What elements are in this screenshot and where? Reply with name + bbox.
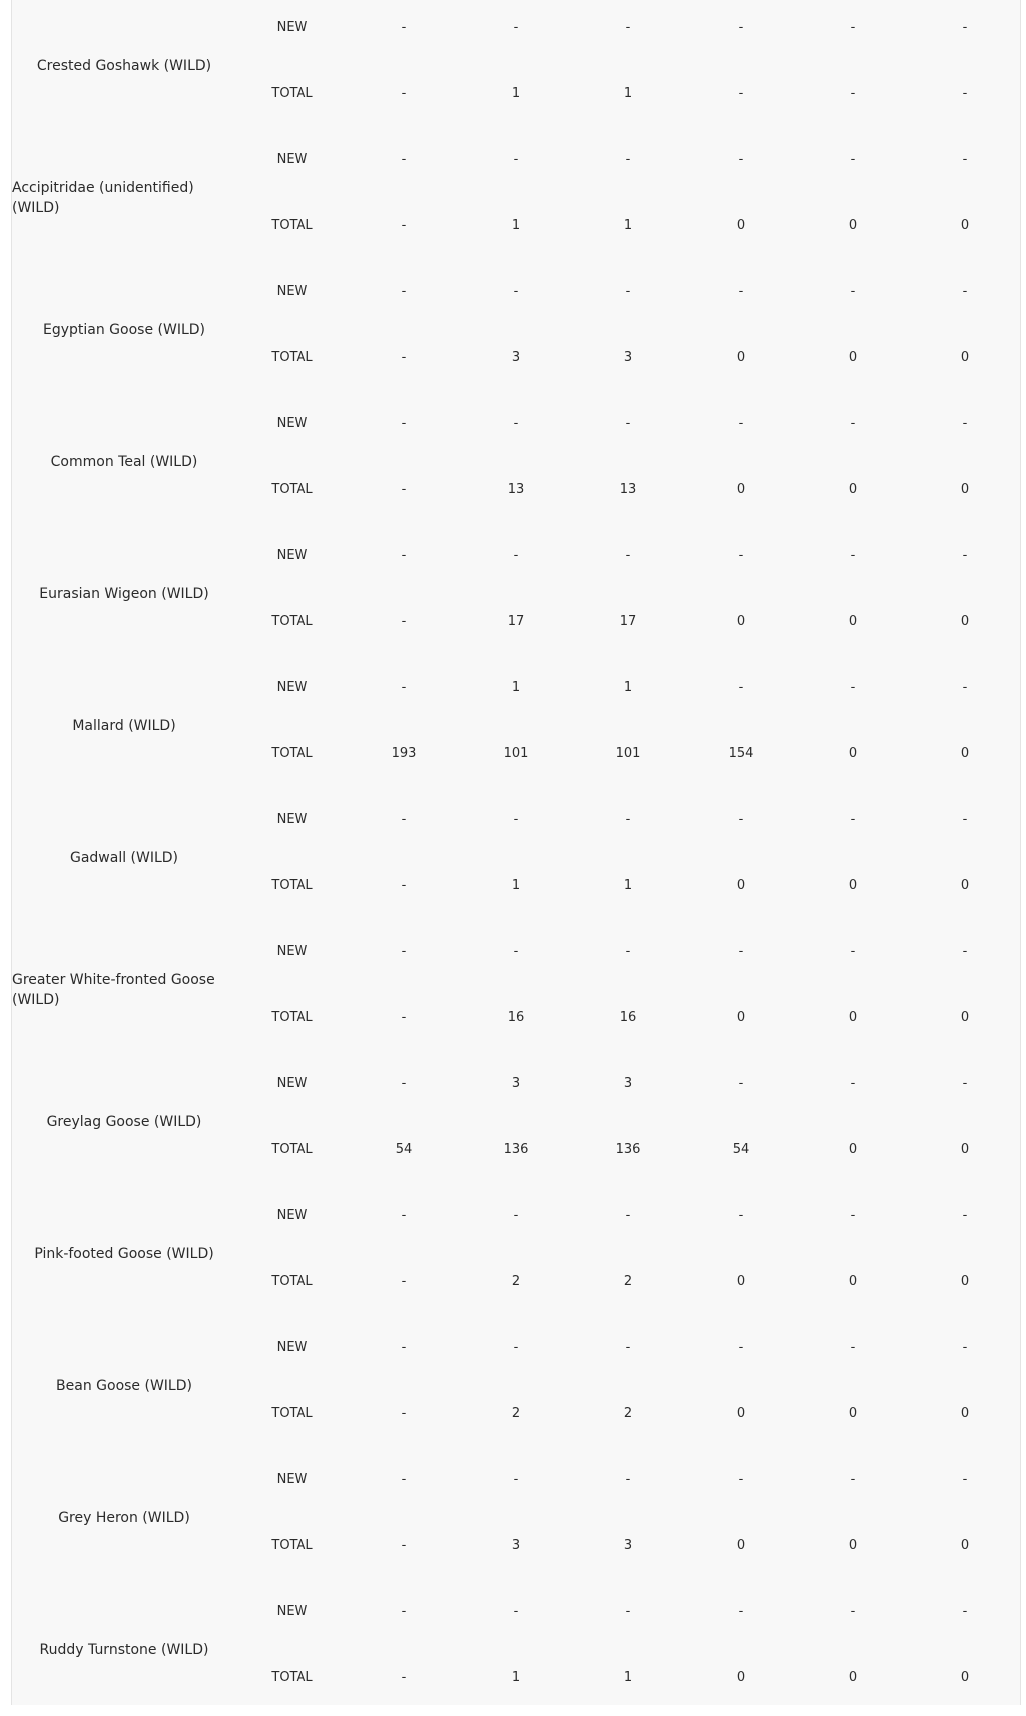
table-cell: 0	[736, 1670, 746, 1685]
table-cell: -	[401, 812, 407, 827]
table-cell: -	[513, 1472, 519, 1487]
table-cell: -	[401, 548, 407, 563]
species-block	[12, 1056, 1022, 1188]
row-label-total: TOTAL	[271, 86, 313, 101]
table-cell: -	[738, 1604, 744, 1619]
table-cell: -	[401, 614, 407, 629]
table-cell: -	[625, 812, 631, 827]
table-cell: -	[513, 1340, 519, 1355]
table-row-total	[12, 480, 1022, 500]
table-cell: -	[962, 548, 968, 563]
table-cell: -	[401, 1340, 407, 1355]
table-cell: -	[738, 680, 744, 695]
table-cell: 16	[619, 1010, 637, 1025]
table-cell: 13	[507, 482, 525, 497]
row-label-new: NEW	[276, 1604, 308, 1619]
table-row-total	[12, 876, 1022, 896]
table-cell: -	[401, 1208, 407, 1223]
table-cell: -	[738, 152, 744, 167]
table-cell: 1	[511, 86, 521, 101]
table-cell: 54	[732, 1142, 750, 1157]
table-cell: 0	[848, 482, 858, 497]
table-row-new	[12, 942, 1022, 962]
table-cell: 1	[511, 878, 521, 893]
table-cell: -	[738, 284, 744, 299]
table-cell: -	[401, 878, 407, 893]
table-cell: -	[738, 812, 744, 827]
table-cell: 0	[960, 482, 970, 497]
table-cell: -	[625, 1208, 631, 1223]
table-cell: -	[401, 1670, 407, 1685]
species-block	[12, 1452, 1022, 1584]
table-cell: -	[401, 680, 407, 695]
table-cell: 0	[960, 1538, 970, 1553]
row-label-total: TOTAL	[271, 1538, 313, 1553]
table-cell: -	[625, 20, 631, 35]
table-cell: 0	[960, 218, 970, 233]
species-name: Bean Goose (WILD)	[56, 1378, 192, 1394]
table-cell: -	[962, 284, 968, 299]
species-name: Gadwall (WILD)	[69, 850, 179, 866]
row-label-total: TOTAL	[271, 218, 313, 233]
table-row-total	[12, 1272, 1022, 1292]
table-cell: -	[962, 1472, 968, 1487]
table-row-total	[12, 1668, 1022, 1688]
table-cell: -	[513, 20, 519, 35]
table-row-new	[12, 1602, 1022, 1622]
table-cell: -	[401, 1010, 407, 1025]
table-cell: 0	[960, 746, 970, 761]
table-row-new	[12, 1074, 1022, 1094]
table-cell: -	[850, 812, 856, 827]
table-cell: -	[513, 812, 519, 827]
table-row-total	[12, 348, 1022, 368]
table-cell: 1	[623, 218, 633, 233]
table-cell: 1	[511, 218, 521, 233]
table-cell: -	[962, 812, 968, 827]
species-block	[12, 1320, 1022, 1452]
table-row-total	[12, 84, 1022, 104]
table-cell: 0	[736, 1538, 746, 1553]
table-cell: -	[738, 1076, 744, 1091]
table-cell: 0	[848, 1538, 858, 1553]
table-cell: 0	[848, 1670, 858, 1685]
table-cell: -	[401, 20, 407, 35]
row-label-new: NEW	[276, 1208, 308, 1223]
table-cell: -	[625, 1340, 631, 1355]
table-cell: 16	[507, 1010, 525, 1025]
table-cell: -	[850, 680, 856, 695]
table-cell: 1	[511, 680, 521, 695]
table-cell: -	[850, 284, 856, 299]
table-cell: -	[850, 1604, 856, 1619]
table-cell: -	[962, 152, 968, 167]
table-cell: -	[401, 152, 407, 167]
table-cell: 0	[848, 350, 858, 365]
table-cell: -	[738, 944, 744, 959]
table-cell: -	[401, 86, 407, 101]
species-name: Crested Goshawk (WILD)	[36, 58, 212, 74]
row-label-new: NEW	[276, 548, 308, 563]
species-block	[12, 1584, 1022, 1716]
table-row-total	[12, 1536, 1022, 1556]
row-label-total: TOTAL	[271, 1142, 313, 1157]
table-cell: -	[401, 1076, 407, 1091]
table-cell: 0	[736, 482, 746, 497]
table-cell: 3	[511, 1076, 521, 1091]
table-cell: 0	[736, 1010, 746, 1025]
species-name: Pink-footed Goose (WILD)	[34, 1246, 214, 1262]
table-cell: -	[401, 284, 407, 299]
species-block	[12, 528, 1022, 660]
row-label-new: NEW	[276, 152, 308, 167]
row-label-new: NEW	[276, 20, 308, 35]
table-cell: 0	[736, 878, 746, 893]
table-row-new	[12, 1470, 1022, 1490]
row-label-total: TOTAL	[271, 1406, 313, 1421]
table-row-new	[12, 678, 1022, 698]
table-row-new	[12, 546, 1022, 566]
table-cell: 1	[623, 1670, 633, 1685]
table-cell: 3	[623, 1538, 633, 1553]
row-label-total: TOTAL	[271, 1670, 313, 1685]
species-name: Greater White-fronted Goose (WILD)	[12, 972, 215, 1008]
table-cell: -	[962, 1340, 968, 1355]
species-block	[12, 132, 1022, 264]
species-block	[12, 0, 1022, 132]
table-cell: 2	[511, 1406, 521, 1421]
table-cell: 0	[848, 878, 858, 893]
table-cell: 0	[848, 1142, 858, 1157]
table-cell: -	[401, 1472, 407, 1487]
table-cell: 0	[960, 1010, 970, 1025]
row-label-new: NEW	[276, 1076, 308, 1091]
species-name: Ruddy Turnstone (WILD)	[39, 1642, 209, 1658]
table-cell: 136	[503, 1142, 529, 1157]
table-row-total	[12, 1008, 1022, 1028]
table-cell: 154	[728, 746, 754, 761]
table-cell: -	[850, 548, 856, 563]
table-cell: 0	[736, 350, 746, 365]
table-cell: 1	[623, 680, 633, 695]
row-label-new: NEW	[276, 416, 308, 431]
table-cell: -	[625, 416, 631, 431]
row-label-new: NEW	[276, 680, 308, 695]
table-row-new	[12, 1206, 1022, 1226]
table-row-total	[12, 744, 1022, 764]
table-cell: -	[625, 944, 631, 959]
table-cell: -	[962, 1076, 968, 1091]
table-cell: -	[401, 416, 407, 431]
table-cell: 0	[960, 878, 970, 893]
table-cell: -	[738, 1208, 744, 1223]
table-cell: -	[850, 152, 856, 167]
table-cell: -	[513, 284, 519, 299]
table-cell: -	[962, 1208, 968, 1223]
table-cell: 136	[615, 1142, 641, 1157]
table-cell: 2	[623, 1406, 633, 1421]
table-cell: 0	[960, 350, 970, 365]
species-block	[12, 396, 1022, 528]
table-cell: 3	[511, 350, 521, 365]
table-cell: -	[850, 86, 856, 101]
table-cell: -	[850, 20, 856, 35]
table-cell: -	[513, 548, 519, 563]
species-name: Eurasian Wigeon (WILD)	[39, 586, 209, 602]
table-cell: 0	[960, 1274, 970, 1289]
table-cell: -	[962, 86, 968, 101]
row-label-new: NEW	[276, 284, 308, 299]
table-cell: 17	[507, 614, 525, 629]
table-cell: -	[401, 218, 407, 233]
table-cell: 0	[848, 614, 858, 629]
table-cell: 193	[391, 746, 417, 761]
table-cell: -	[513, 944, 519, 959]
table-cell: 0	[960, 1142, 970, 1157]
table-cell: 0	[960, 614, 970, 629]
table-cell: -	[738, 548, 744, 563]
table-cell: -	[625, 548, 631, 563]
table-cell: 0	[960, 1406, 970, 1421]
species-block	[12, 792, 1022, 924]
row-label-new: NEW	[276, 812, 308, 827]
table-cell: 1	[623, 878, 633, 893]
row-label-total: TOTAL	[271, 1010, 313, 1025]
table-cell: -	[401, 1538, 407, 1553]
row-label-new: NEW	[276, 1472, 308, 1487]
row-label-total: TOTAL	[271, 878, 313, 893]
species-name: Mallard (WILD)	[72, 718, 176, 734]
table-cell: -	[850, 1208, 856, 1223]
row-label-total: TOTAL	[271, 1274, 313, 1289]
table-cell: -	[625, 1472, 631, 1487]
table-row-new	[12, 810, 1022, 830]
table-cell: -	[738, 20, 744, 35]
table-cell: -	[738, 86, 744, 101]
species-name: Egyptian Goose (WILD)	[43, 322, 205, 338]
species-block	[12, 1188, 1022, 1320]
table-row-new	[12, 414, 1022, 434]
table-cell: 0	[736, 1274, 746, 1289]
table-cell: 0	[848, 1274, 858, 1289]
table-cell: -	[962, 1604, 968, 1619]
row-label-new: NEW	[276, 944, 308, 959]
table-cell: 2	[623, 1274, 633, 1289]
species-name: Grey Heron (WILD)	[58, 1510, 190, 1526]
table-cell: 3	[623, 350, 633, 365]
table-cell: -	[962, 416, 968, 431]
table-cell: 3	[511, 1538, 521, 1553]
table-row-total	[12, 216, 1022, 236]
table-cell: 0	[736, 614, 746, 629]
table-cell: 0	[960, 1670, 970, 1685]
table-row-new	[12, 150, 1022, 170]
table-cell: -	[625, 152, 631, 167]
table-row-total	[12, 612, 1022, 632]
table-cell: 0	[736, 1406, 746, 1421]
table-cell: -	[962, 680, 968, 695]
table-cell: 0	[848, 1010, 858, 1025]
table-cell: -	[513, 1208, 519, 1223]
species-name: Common Teal (WILD)	[50, 454, 198, 470]
species-name: Accipitridae (unidentified) (WILD)	[12, 180, 194, 216]
table-cell: -	[962, 20, 968, 35]
table-row-new	[12, 282, 1022, 302]
species-name: Greylag Goose (WILD)	[46, 1114, 202, 1130]
table-cell: -	[738, 416, 744, 431]
table-cell: 3	[623, 1076, 633, 1091]
table-cell: -	[401, 1604, 407, 1619]
table-cell: -	[401, 350, 407, 365]
table-cell: -	[850, 1472, 856, 1487]
table-cell: 0	[848, 746, 858, 761]
table-cell: -	[625, 1604, 631, 1619]
table-row-new	[12, 18, 1022, 38]
table-cell: 1	[511, 1670, 521, 1685]
table-cell: 101	[503, 746, 529, 761]
species-block	[12, 660, 1022, 792]
table-cell: -	[513, 152, 519, 167]
table-cell: -	[738, 1340, 744, 1355]
row-label-total: TOTAL	[271, 614, 313, 629]
species-block	[12, 264, 1022, 396]
table-cell: 2	[511, 1274, 521, 1289]
table-cell: -	[401, 482, 407, 497]
row-label-total: TOTAL	[271, 350, 313, 365]
row-label-new: NEW	[276, 1340, 308, 1355]
table-cell: -	[850, 1340, 856, 1355]
table-cell: -	[850, 1076, 856, 1091]
species-block	[12, 924, 1022, 1056]
row-label-total: TOTAL	[271, 746, 313, 761]
table-cell: -	[850, 416, 856, 431]
table-cell: -	[401, 1274, 407, 1289]
table-cell: 1	[623, 86, 633, 101]
table-cell: -	[962, 944, 968, 959]
table-cell: 13	[619, 482, 637, 497]
species-table	[11, 0, 1021, 1705]
table-cell: 0	[736, 218, 746, 233]
table-row-new	[12, 1338, 1022, 1358]
table-cell: 54	[395, 1142, 413, 1157]
table-cell: 0	[848, 218, 858, 233]
table-cell: -	[850, 944, 856, 959]
table-cell: 17	[619, 614, 637, 629]
table-cell: 101	[615, 746, 641, 761]
table-cell: -	[513, 416, 519, 431]
table-cell: -	[401, 1406, 407, 1421]
row-label-total: TOTAL	[271, 482, 313, 497]
table-row-total	[12, 1140, 1022, 1160]
table-cell: -	[513, 1604, 519, 1619]
table-cell: 0	[848, 1406, 858, 1421]
table-row-total	[12, 1404, 1022, 1424]
table-cell: -	[401, 944, 407, 959]
table-cell: -	[625, 284, 631, 299]
table-cell: -	[738, 1472, 744, 1487]
